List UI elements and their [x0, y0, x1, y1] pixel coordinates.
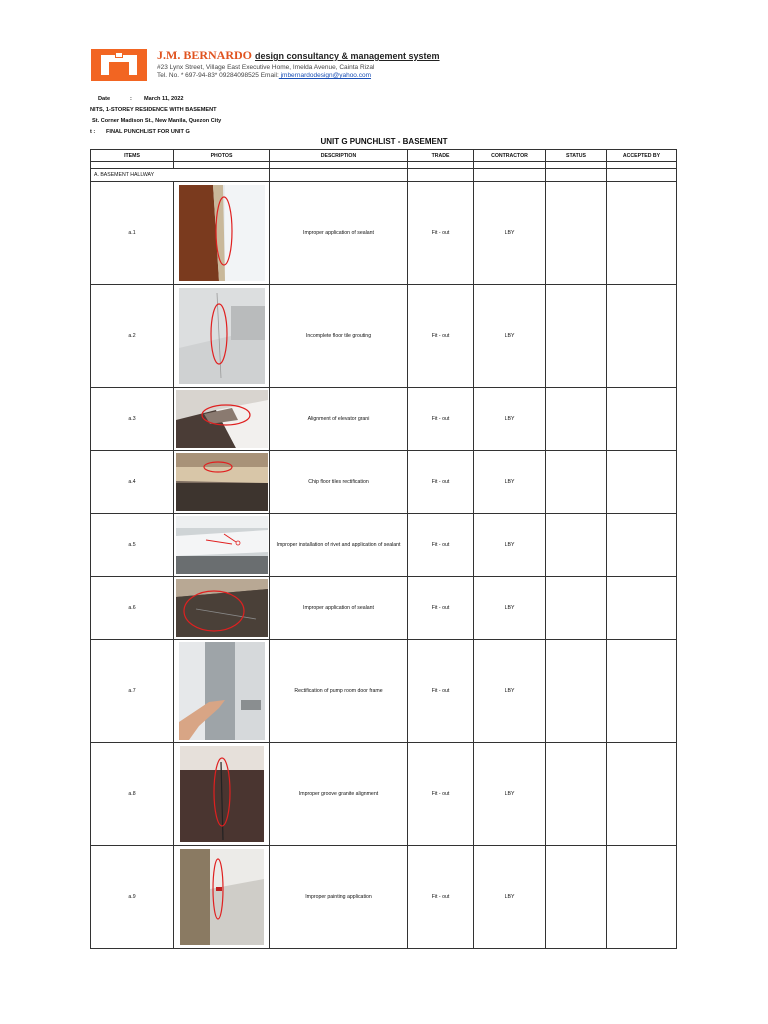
item-photo [176, 390, 268, 448]
photo-cell [174, 846, 270, 949]
item-contractor: LBY [474, 846, 546, 949]
item-photo [179, 288, 265, 384]
blank-row [91, 162, 677, 169]
section-label: A. BASEMENT HALLWAY [91, 169, 270, 182]
item-trade: Fit - out [408, 743, 474, 846]
column-header-accepted-by: ACCEPTED BY [607, 150, 677, 162]
item-contractor: LBY [474, 577, 546, 640]
document-meta [90, 94, 221, 138]
column-header-status: STATUS [546, 150, 607, 162]
item-contractor: LBY [474, 182, 546, 285]
date-label: Date [98, 96, 111, 102]
table-row [91, 182, 677, 285]
item-description: Improper painting application [270, 846, 408, 949]
item-id: a.3 [91, 388, 174, 451]
company-name: J.M. BERNARDO [157, 48, 252, 62]
project-name: NITS, 1-STOREY RESIDENCE WITH BASEMENT [90, 107, 217, 113]
item-trade: Fit - out [408, 451, 474, 514]
item-contractor: LBY [474, 451, 546, 514]
date-value: March 11, 2022 [144, 96, 184, 102]
section-row [91, 169, 677, 182]
item-status [546, 846, 607, 949]
item-id: a.2 [91, 285, 174, 388]
item-accepted-by [607, 743, 677, 846]
punchlist-table [90, 149, 677, 949]
item-contractor: LBY [474, 514, 546, 577]
column-header-description: DESCRIPTION [270, 150, 408, 162]
item-id: a.1 [91, 182, 174, 285]
item-description: Chip floor tiles rectification [270, 451, 408, 514]
item-id: a.8 [91, 743, 174, 846]
photo-cell [174, 451, 270, 514]
photo-cell [174, 388, 270, 451]
item-status [546, 388, 607, 451]
table-row [91, 743, 677, 846]
company-tagline: design consultancy & management system [255, 51, 440, 61]
photo-cell [174, 285, 270, 388]
column-header-photos: PHOTOS [174, 150, 270, 162]
item-description: Incomplete floor tile grouting [270, 285, 408, 388]
item-photo [179, 642, 265, 740]
table-header-row [91, 150, 677, 162]
item-accepted-by [607, 182, 677, 285]
item-status [546, 577, 607, 640]
item-photo [179, 185, 265, 281]
item-photo [180, 849, 264, 945]
item-accepted-by [607, 846, 677, 949]
photo-cell [174, 182, 270, 285]
table-row [91, 285, 677, 388]
project-location: St. Corner Madison St., New Manila, Quezon City [92, 118, 222, 124]
jm-bernardo-logo-icon [91, 49, 147, 81]
item-status [546, 182, 607, 285]
company-contact [157, 72, 440, 79]
table-row [91, 846, 677, 949]
item-accepted-by [607, 577, 677, 640]
item-description: Improper groove granite alignment [270, 743, 408, 846]
item-contractor: LBY [474, 743, 546, 846]
page-title: UNIT G PUNCHLIST - BASEMENT [320, 137, 448, 146]
item-trade: Fit - out [408, 285, 474, 388]
item-photo [176, 453, 268, 511]
photo-cell [174, 577, 270, 640]
subject-value: FINAL PUNCHLIST FOR UNIT G [106, 129, 190, 135]
item-photo [176, 579, 268, 637]
item-status [546, 743, 607, 846]
company-letterhead [157, 48, 440, 79]
item-photo [176, 516, 268, 574]
item-accepted-by [607, 388, 677, 451]
item-status [546, 640, 607, 743]
date-row [90, 94, 221, 105]
item-accepted-by [607, 451, 677, 514]
column-header-items: ITEMS [91, 150, 174, 162]
item-accepted-by [607, 640, 677, 743]
table-row [91, 577, 677, 640]
item-accepted-by [607, 514, 677, 577]
item-id: a.6 [91, 577, 174, 640]
item-id: a.5 [91, 514, 174, 577]
item-photo [180, 746, 264, 842]
item-trade: Fit - out [408, 514, 474, 577]
photo-cell [174, 640, 270, 743]
item-trade: Fit - out [408, 846, 474, 949]
item-contractor: LBY [474, 640, 546, 743]
item-accepted-by [607, 285, 677, 388]
company-email-link[interactable]: jmbernardodesign@yahoo.com [278, 72, 372, 79]
table-row [91, 451, 677, 514]
item-description: Rectification of pump room door frame [270, 640, 408, 743]
item-trade: Fit - out [408, 182, 474, 285]
contact-numbers: Tel. No. * 697-94-83* 09284098525 Email: [157, 72, 279, 79]
photo-cell [174, 743, 270, 846]
item-contractor: LBY [474, 388, 546, 451]
item-status [546, 451, 607, 514]
item-description: Improper application of sealant [270, 577, 408, 640]
column-header-contractor: CONTRACTOR [474, 150, 546, 162]
item-id: a.9 [91, 846, 174, 949]
column-header-trade: TRADE [408, 150, 474, 162]
date-separator: : [130, 96, 132, 102]
subject-label: t : [90, 129, 96, 135]
photo-cell [174, 514, 270, 577]
table-row [91, 640, 677, 743]
item-status [546, 514, 607, 577]
item-contractor: LBY [474, 285, 546, 388]
item-description: Improper application of sealant [270, 182, 408, 285]
table-row [91, 514, 677, 577]
item-trade: Fit - out [408, 388, 474, 451]
item-id: a.7 [91, 640, 174, 743]
table-row [91, 388, 677, 451]
item-id: a.4 [91, 451, 174, 514]
item-trade: Fit - out [408, 640, 474, 743]
company-address: #23 Lynx Street, Village East Executive Home, Imelda Avenue, Cainta Rizal [157, 64, 375, 71]
item-description: Alignment of elevator grani [270, 388, 408, 451]
item-status [546, 285, 607, 388]
item-trade: Fit - out [408, 577, 474, 640]
item-description: Improper installation of rivet and application of sealant [270, 514, 408, 577]
